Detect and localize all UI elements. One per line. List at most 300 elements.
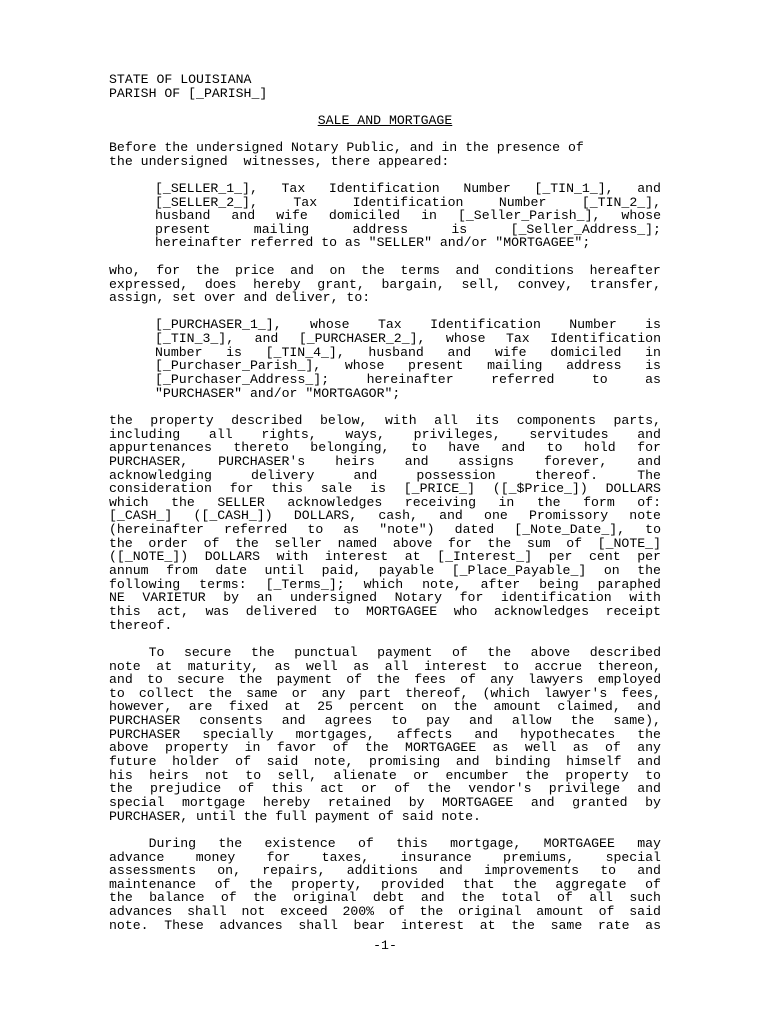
word: named [337, 536, 378, 551]
word: or [413, 768, 430, 783]
word: [_PURCHASER_2_], [298, 331, 426, 346]
word: [_PURCHASER_1_], [155, 317, 282, 332]
word: [_TIN_4_], [265, 345, 345, 360]
text-line [155, 209, 661, 223]
word: acknowledging [109, 468, 212, 483]
text-line [109, 414, 661, 428]
word: and [637, 863, 661, 878]
word: Tax [281, 181, 306, 196]
word: from [166, 563, 198, 578]
word: domiciled [550, 345, 622, 360]
word: receipt [605, 604, 661, 619]
word: an [256, 590, 273, 605]
word: below, [319, 413, 368, 428]
word: exceed [280, 904, 328, 919]
word: the [637, 563, 661, 578]
word: heirs [335, 454, 375, 469]
page-number: -1- [373, 938, 397, 953]
word: assigns [458, 454, 514, 469]
word: sell, [277, 768, 318, 783]
word: hold [584, 440, 616, 455]
word: hereinafter [366, 372, 454, 387]
word: for [448, 536, 472, 551]
word: servitudes [529, 427, 609, 442]
text-line [109, 509, 661, 523]
word: the [248, 877, 273, 892]
word: the [171, 495, 195, 510]
word: and [231, 208, 256, 223]
word: Notary [394, 590, 443, 605]
word: and [455, 263, 480, 278]
word: [_TIN_2_], [581, 195, 661, 210]
word: does [204, 277, 237, 292]
text-line [109, 646, 661, 660]
text-line [109, 919, 661, 933]
word: affects [396, 727, 453, 742]
word: per [548, 549, 573, 564]
word: mailing [487, 358, 543, 373]
word: [_Place_Payable_] [451, 563, 587, 578]
word: MORTGAGEE [442, 795, 514, 810]
word: to [245, 768, 262, 783]
word: the [427, 781, 452, 796]
word: and [420, 890, 445, 905]
word: above [392, 536, 433, 551]
word: [_Seller_Parish_], [457, 208, 601, 223]
word: the [253, 890, 277, 905]
word: of [394, 781, 411, 796]
word: same [550, 918, 583, 933]
word: note, [313, 754, 354, 769]
word: with [384, 413, 417, 428]
word: advances [219, 918, 283, 933]
word: have [448, 440, 480, 455]
word: ([_NOTE_]) [109, 549, 189, 564]
word: well [306, 659, 338, 674]
word: and [109, 672, 133, 687]
text-line: PURCHASER, until the full payment of said note. [109, 809, 481, 824]
word: the [250, 645, 275, 660]
word: and [637, 699, 661, 714]
text-line [109, 482, 661, 496]
word: DOLLARS [605, 481, 661, 496]
word: collect [138, 686, 195, 701]
word: pay [426, 713, 450, 728]
text-line [109, 714, 661, 728]
word: thereof. [534, 468, 599, 483]
word: hereby [253, 277, 301, 292]
word: which [363, 577, 404, 592]
word: same), [613, 713, 661, 728]
word: any [321, 686, 346, 701]
word: of [598, 904, 615, 919]
word: said [266, 754, 299, 769]
word: seller [274, 536, 322, 551]
word: Tax [293, 195, 318, 210]
word: [_Seller_Address_]; [510, 222, 661, 237]
word: To [109, 645, 165, 660]
word: the [460, 890, 485, 905]
word: holder [172, 754, 220, 769]
word: was [205, 604, 230, 619]
word: and [281, 713, 306, 728]
word: all [208, 427, 233, 442]
word: property, [291, 877, 363, 892]
word: aggregate [555, 877, 627, 892]
word: ([_CASH_]) [193, 508, 273, 523]
word: not [205, 768, 229, 783]
word: part [359, 686, 392, 701]
word: mortgage [181, 795, 246, 810]
word: of [220, 890, 237, 905]
word: special [605, 850, 661, 865]
word: rate [597, 918, 630, 933]
word: interest [400, 918, 465, 933]
text-line [109, 796, 661, 810]
word: consideration [109, 481, 212, 496]
word: forever, [543, 454, 608, 469]
word: encumber [445, 768, 509, 783]
word: wife [276, 208, 308, 223]
word: insurance [400, 850, 472, 865]
word: taxes, [321, 850, 370, 865]
word: advances [109, 904, 173, 919]
word: his [109, 768, 133, 783]
text-line [109, 591, 661, 605]
word: [_Interest_] [437, 549, 533, 564]
word: hereafter [589, 263, 661, 278]
word: and [404, 454, 429, 469]
word: additions [346, 863, 418, 878]
word: payable [378, 563, 435, 578]
word: to [391, 713, 408, 728]
text-line: Before the undersigned Notary Public, and in the presence of [109, 140, 584, 155]
word: such [629, 890, 661, 905]
word: domiciled [328, 208, 401, 223]
word: present [155, 222, 211, 237]
word: 25 [317, 699, 333, 714]
word: and [469, 713, 493, 728]
word: the [536, 495, 561, 510]
word: this [271, 481, 303, 496]
word: cash, [378, 508, 418, 523]
word: PURCHASER, [109, 454, 189, 469]
word: appurtenances [109, 440, 212, 455]
word: interest [424, 659, 488, 674]
word: by [408, 795, 425, 810]
word: acknowledges [494, 604, 590, 619]
word: receiving [404, 495, 477, 510]
word: prejudice [149, 781, 222, 796]
word: as [572, 740, 589, 755]
word: bargain, [381, 277, 445, 292]
word: of [605, 740, 621, 755]
word: "note") [379, 522, 435, 537]
word: During [109, 836, 197, 851]
word: consents [199, 713, 263, 728]
word: PURCHASER [109, 727, 181, 742]
text-line [109, 441, 661, 455]
word: improvements [484, 863, 580, 878]
word: the [570, 713, 595, 728]
word: identification [500, 590, 612, 605]
word: until [264, 563, 305, 578]
word: and [439, 863, 463, 878]
word: this [109, 604, 141, 619]
word: on, [217, 863, 241, 878]
word: Identification [352, 195, 464, 210]
word: acknowledges [287, 495, 383, 510]
word: may [637, 836, 661, 851]
word: (hereinafter [109, 522, 204, 537]
text-line [109, 905, 661, 919]
word: himself [566, 754, 622, 769]
word: and [353, 468, 378, 483]
word: in [498, 495, 515, 510]
word: MORTGAGEE [405, 740, 477, 755]
word: allow [511, 713, 552, 728]
word: sell, [461, 277, 502, 292]
word: and [637, 781, 661, 796]
word: [_CASH_] [109, 508, 173, 523]
word: on [603, 563, 620, 578]
word: and [637, 454, 661, 469]
word: well [524, 740, 557, 755]
word: to [591, 372, 608, 387]
word: of [203, 536, 220, 551]
word: husband [368, 345, 424, 360]
word: advance [109, 850, 165, 865]
word: property [164, 740, 229, 755]
word: as [343, 522, 360, 537]
word: fees [414, 672, 446, 687]
word: to [645, 768, 661, 783]
word: thereof, [405, 686, 469, 701]
word: by [223, 590, 240, 605]
word: lawyer's [543, 686, 608, 701]
word: specially [202, 727, 274, 742]
word: percent [349, 699, 405, 714]
word: to [146, 672, 163, 687]
text-line [109, 837, 661, 851]
word: [_Note_Date_], [514, 522, 626, 537]
word: including [109, 427, 181, 442]
text-line [109, 564, 661, 578]
word: as [353, 659, 370, 674]
word: MORTGAGEE [365, 604, 438, 619]
word: whose [621, 208, 661, 223]
word: of [452, 645, 468, 660]
text-line: "PURCHASER" and/or "MORTGAGOR"; [155, 386, 401, 401]
word: future [109, 754, 157, 769]
word: payment [377, 645, 433, 660]
word: and [447, 345, 472, 360]
word: sale [320, 481, 353, 496]
word: after [480, 577, 521, 592]
word: and [455, 754, 480, 769]
word: the [364, 740, 389, 755]
text-line [109, 864, 661, 878]
word: granted [572, 795, 628, 810]
word: whose [445, 331, 486, 346]
word: on [421, 699, 437, 714]
word: maintenance [109, 877, 197, 892]
word: per [637, 549, 661, 564]
word: is [645, 358, 661, 373]
word: with [276, 549, 309, 564]
word: of: [637, 495, 661, 510]
word: fixed [228, 699, 269, 714]
text-line [109, 755, 661, 769]
word: repairs, [262, 863, 326, 878]
text-line [155, 373, 661, 387]
word: mailing [253, 222, 310, 237]
word: for [459, 590, 484, 605]
word: the [637, 727, 661, 742]
word: act, [157, 604, 189, 619]
word: privilege [548, 781, 620, 796]
text-line [109, 741, 661, 755]
word: as [492, 740, 509, 755]
word: convey, [517, 277, 574, 292]
word: this [271, 781, 304, 796]
word: [_PRICE_] [403, 481, 475, 496]
word: existence [264, 836, 336, 851]
text-line [109, 605, 661, 619]
word: paraphed [597, 577, 661, 592]
word: one [484, 508, 508, 523]
word: Number [463, 181, 511, 196]
word: at [156, 659, 173, 674]
word: Promissory [528, 508, 609, 523]
text-line: thereof. [109, 618, 173, 633]
word: mortgage, [450, 836, 522, 851]
word: order [148, 536, 188, 551]
word: [_TIN_1_], [534, 181, 614, 196]
word: sum [526, 536, 551, 551]
word: (which [482, 686, 530, 701]
word: described [589, 645, 661, 660]
word: Number [498, 195, 547, 210]
word: assessments [109, 863, 197, 878]
word: money [195, 850, 236, 865]
word: to [307, 522, 324, 537]
word: components [516, 413, 596, 428]
word: bear [353, 918, 386, 933]
word: address [566, 358, 622, 373]
word: in [421, 208, 437, 223]
word: above [530, 645, 571, 660]
word: with [629, 590, 661, 605]
word: who, [109, 263, 141, 278]
word: dated [454, 522, 495, 537]
word: is [370, 481, 386, 496]
word: privileges, [413, 427, 501, 442]
word: and [637, 181, 661, 196]
word: for [266, 850, 291, 865]
word: undersigned [289, 590, 378, 605]
word: The [637, 468, 661, 483]
word: the [419, 904, 444, 919]
word: the [109, 781, 133, 796]
word: PURCHASER's [218, 454, 306, 469]
word: the [109, 536, 133, 551]
word: terms: [199, 577, 247, 592]
word: the [195, 263, 220, 278]
word: terms [400, 263, 440, 278]
word: secure [183, 645, 232, 660]
word: of [214, 877, 231, 892]
word: of [346, 672, 363, 687]
word: of [460, 672, 476, 687]
word: which [109, 495, 149, 510]
word: rights, [261, 427, 317, 442]
word: [_SELLER_2_], [155, 195, 258, 210]
word: of [645, 877, 661, 892]
word: heirs [149, 768, 189, 783]
word: the [109, 890, 133, 905]
word: or [361, 781, 378, 796]
word: and [637, 754, 661, 769]
state-heading: STATE OF LOUISIANA [109, 72, 252, 87]
word: of [357, 836, 374, 851]
word: or [291, 686, 308, 701]
word: 200% [342, 904, 375, 919]
word: same [246, 686, 278, 701]
word: binding [495, 754, 551, 769]
word: retained [327, 795, 392, 810]
word: of [332, 740, 349, 755]
word: at [284, 699, 301, 714]
word: to [645, 522, 661, 537]
word: hypothecates [520, 727, 616, 742]
word: the [376, 672, 401, 687]
word: amount [536, 904, 584, 919]
word: is [645, 317, 661, 332]
word: whose [344, 358, 385, 373]
word: all [434, 413, 458, 428]
word: transfer, [589, 277, 661, 292]
word: Identification [328, 181, 440, 196]
word: and [530, 795, 555, 810]
text-line [155, 359, 661, 373]
text-line [109, 455, 661, 469]
word: employed [597, 672, 661, 687]
word: is [226, 345, 242, 360]
word: belonging, [310, 440, 390, 455]
text-line [109, 550, 661, 564]
word: act [320, 781, 345, 796]
word: address [352, 222, 408, 237]
word: favor [276, 740, 317, 755]
word: husband [155, 208, 211, 223]
text-line [109, 700, 661, 714]
word: delivered [245, 604, 317, 619]
word: described [231, 413, 303, 428]
word: and [474, 727, 499, 742]
word: payment [276, 672, 333, 687]
word: the [487, 536, 512, 551]
word: the [360, 263, 385, 278]
word: note [109, 659, 141, 674]
word: in [645, 345, 661, 360]
word: of [238, 781, 255, 796]
word: not [241, 904, 266, 919]
word: promising [369, 754, 441, 769]
word: mortgages, [295, 727, 375, 742]
word: any [637, 740, 661, 755]
word: its [475, 413, 500, 428]
